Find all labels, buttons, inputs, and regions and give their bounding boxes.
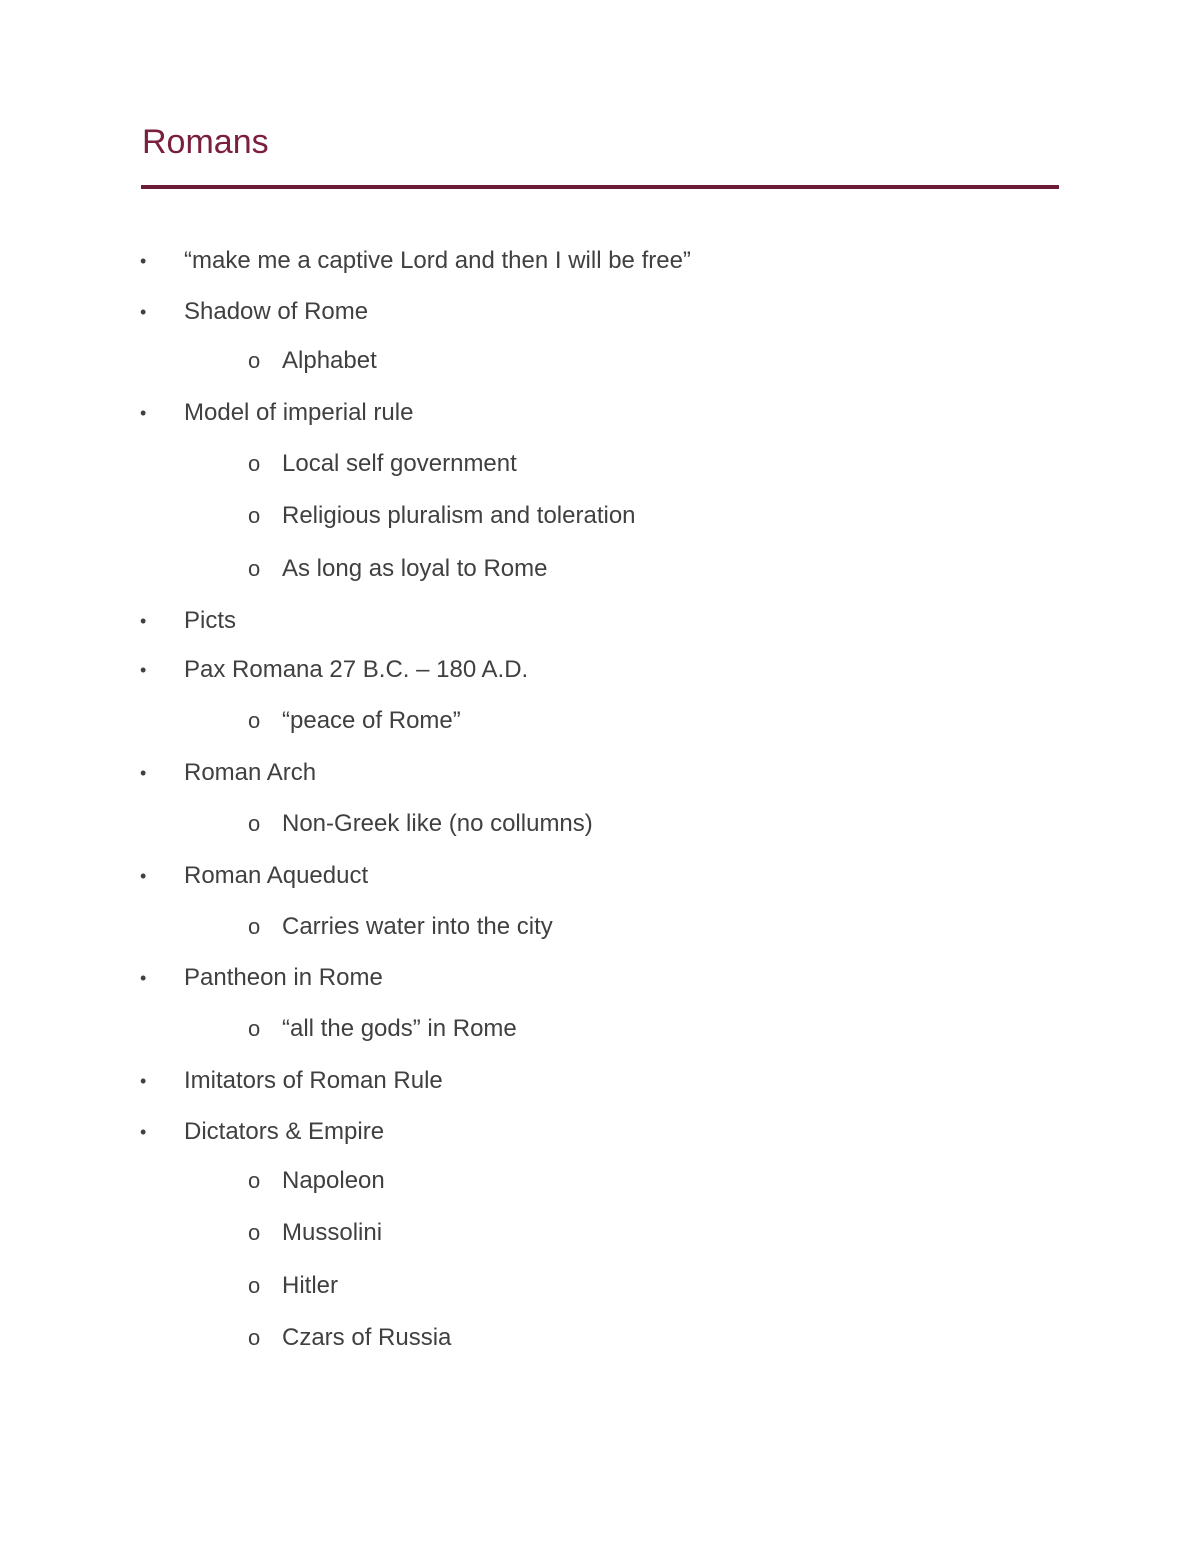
bullet-icon: •	[140, 251, 147, 271]
sub-list-item-text: “all the gods” in Rome	[282, 1015, 517, 1042]
sub-list-item	[248, 1164, 385, 1198]
list-item	[140, 295, 368, 329]
sub-bullet-icon: o	[248, 1168, 261, 1193]
list-item-text: Pax Romana 27 B.C. – 180 A.D.	[184, 656, 529, 683]
sub-bullet-icon: o	[248, 1220, 261, 1245]
sub-list-item-text: Alphabet	[282, 347, 377, 374]
sub-bullet-icon: o	[248, 708, 261, 733]
sub-list-item	[248, 807, 593, 841]
sub-bullet-icon: o	[248, 811, 261, 836]
list-item-text: Roman Arch	[184, 759, 317, 786]
sub-list-item-text: Non-Greek like (no collumns)	[282, 810, 593, 837]
sub-list-item-text: Religious pluralism and toleration	[282, 502, 636, 529]
list-item-text: Shadow of Rome	[184, 298, 369, 325]
sub-bullet-icon: o	[248, 503, 261, 528]
sub-list-item-text: Local self government	[282, 450, 517, 477]
sub-list-item	[248, 344, 377, 378]
list-item-text: Roman Aqueduct	[184, 862, 369, 889]
sub-list-item	[248, 552, 547, 586]
sub-list-item	[248, 704, 461, 738]
bullet-icon: •	[140, 611, 147, 631]
sub-list-item	[248, 1012, 517, 1046]
sub-bullet-icon: o	[248, 914, 261, 939]
bullet-icon: •	[140, 866, 147, 886]
sub-list-item	[248, 1216, 382, 1250]
list-item	[140, 859, 368, 893]
list-item	[140, 653, 528, 687]
sub-bullet-icon: o	[248, 451, 261, 476]
sub-list-item-text: As long as loyal to Rome	[282, 555, 548, 582]
sub-list-item-text: Czars of Russia	[282, 1324, 452, 1351]
bullet-icon: •	[140, 763, 147, 783]
sub-list-item-text: Mussolini	[282, 1219, 383, 1246]
sub-list-item	[248, 447, 517, 481]
sub-list-item-text: “peace of Rome”	[282, 707, 461, 734]
list-item-text: Picts	[184, 607, 237, 634]
list-item-text: Model of imperial rule	[184, 399, 414, 426]
bullet-icon: •	[140, 1071, 147, 1091]
sub-bullet-icon: o	[248, 1273, 261, 1298]
bullet-icon: •	[140, 660, 147, 680]
list-item-text: Pantheon in Rome	[184, 964, 383, 991]
sub-list-item	[248, 499, 636, 533]
list-item	[140, 961, 383, 995]
sub-list-item-text: Hitler	[282, 1272, 339, 1299]
list-item	[140, 1064, 443, 1098]
sub-bullet-icon: o	[248, 556, 261, 581]
sub-list-item	[248, 910, 553, 944]
page-title: Romans	[142, 123, 269, 161]
sub-bullet-icon: o	[248, 1325, 261, 1350]
sub-list-item	[248, 1321, 451, 1355]
bullet-icon: •	[140, 302, 147, 322]
list-item	[140, 244, 691, 278]
bullet-icon: •	[140, 403, 147, 423]
list-item	[140, 756, 316, 790]
sub-bullet-icon: o	[248, 348, 261, 373]
list-item	[140, 396, 413, 430]
list-item	[140, 604, 236, 638]
sub-bullet-icon: o	[248, 1016, 261, 1041]
sub-list-item	[248, 1269, 338, 1303]
list-item-text: “make me a captive Lord and then I will be free”	[184, 247, 691, 274]
list-item-text: Dictators & Empire	[184, 1118, 385, 1145]
sub-list-item-text: Carries water into the city	[282, 913, 553, 940]
sub-list-item-text: Napoleon	[282, 1167, 385, 1194]
list-item	[140, 1115, 384, 1149]
bullet-icon: •	[140, 968, 147, 988]
bullet-icon: •	[140, 1122, 147, 1142]
list-item-text: Imitators of Roman Rule	[184, 1067, 443, 1094]
